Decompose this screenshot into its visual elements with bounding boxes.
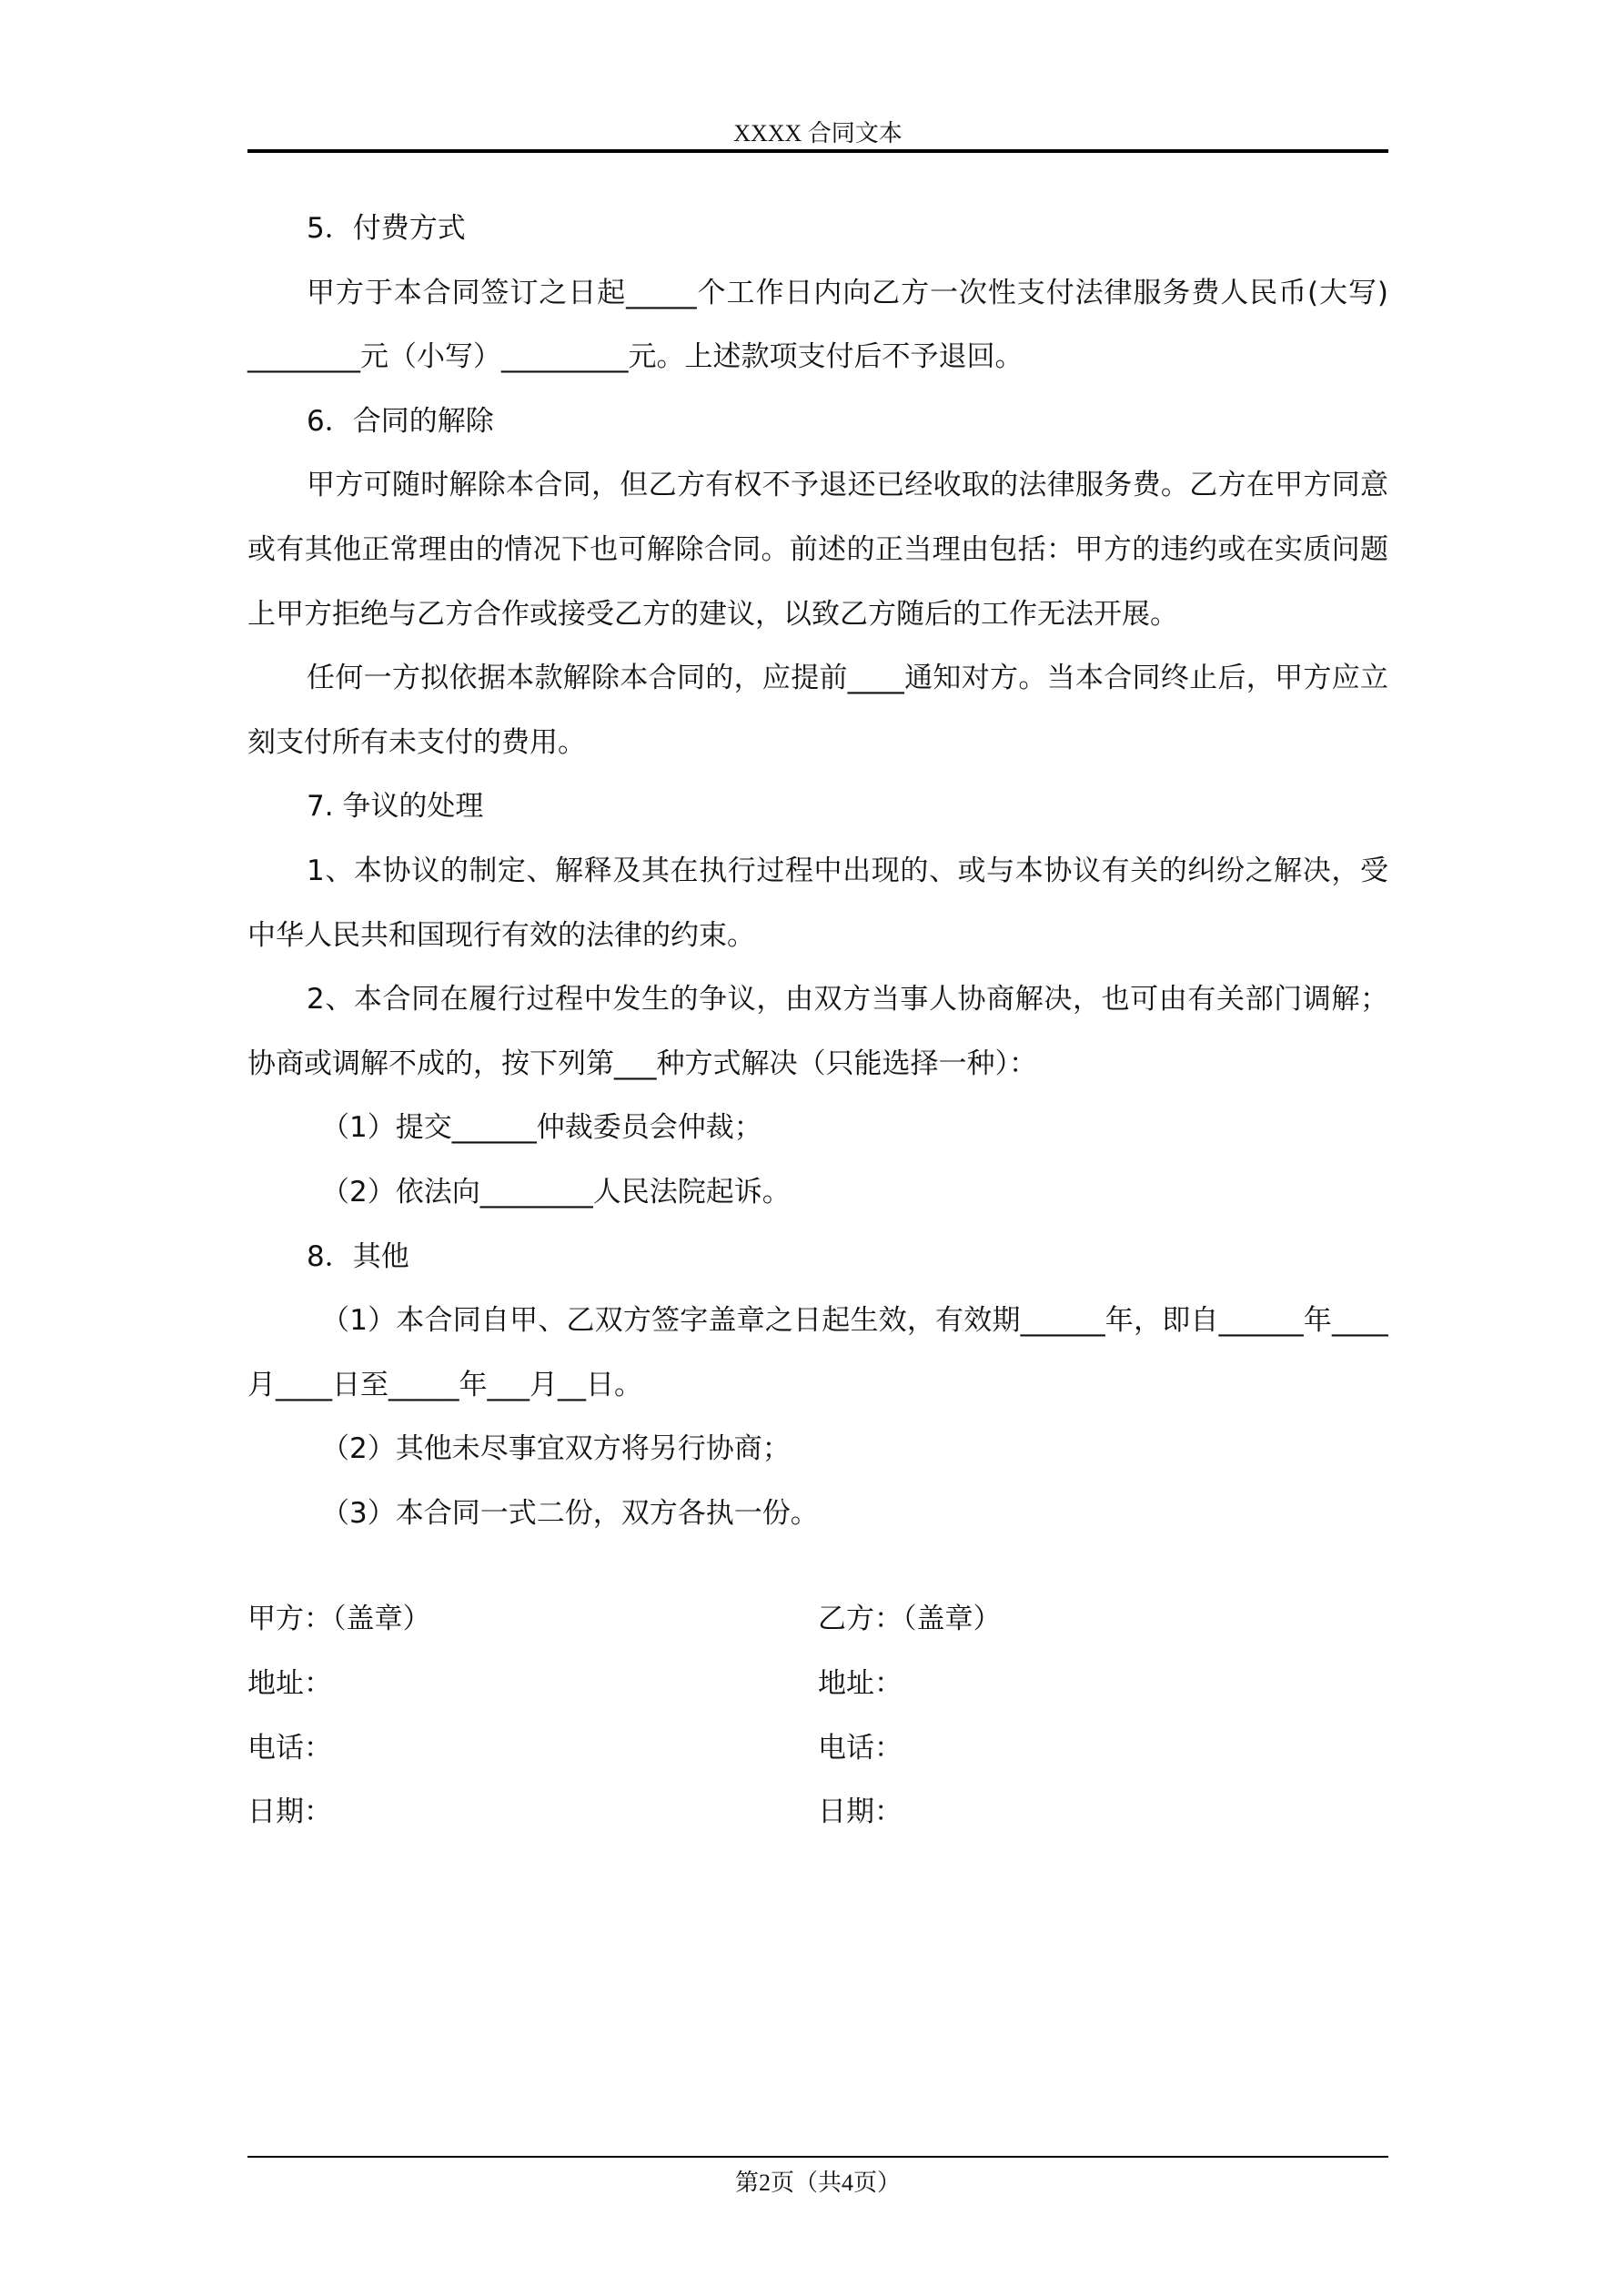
party-b-signature [818, 1587, 1388, 1844]
party-a-signature [247, 1587, 818, 1844]
party-a-phone: 电话： [247, 1731, 332, 1765]
paragraph-line: 甲方于本合同签订之日起_____个工作日内向乙方一次性支付法律服务费人民币(大写) [307, 276, 1388, 309]
option-arbitration: （1）提交______仲裁委员会仲裁； [321, 1111, 762, 1145]
contract-body [247, 197, 1388, 1845]
section-heading-termination: 6．合同的解除 [307, 404, 494, 438]
paragraph-line: 中华人民共和国现行有效的法律的约束。 [247, 918, 755, 952]
paragraph-line: 刻支付所有未支付的费用。 [247, 725, 586, 759]
party-b-address: 地址： [818, 1667, 903, 1701]
paragraph-line: 协商或调解不成的，按下列第___种方式解决（只能选择一种）： [247, 1047, 1037, 1080]
paragraph-line: 甲方可随时解除本合同，但乙方有权不予退还已经收取的法律服务费。乙方在甲方同意 [307, 469, 1388, 502]
party-b-date: 日期： [818, 1795, 903, 1829]
party-b-seal: 乙方：（盖章） [818, 1603, 1002, 1636]
party-a-date: 日期： [247, 1795, 332, 1829]
section-heading-other: 8．其他 [307, 1239, 409, 1273]
paragraph-line: 月____日至_____年___月__日。 [247, 1368, 642, 1401]
paragraph-line: 任何一方拟依据本款解除本合同的，应提前____通知对方。当本合同终止后，甲方应立 [307, 662, 1388, 695]
option-litigation: （2）依法向________人民法院起诉。 [321, 1175, 791, 1209]
page-number: 第2页（共4页） [734, 2170, 901, 2196]
party-b-phone: 电话： [818, 1731, 903, 1765]
party-a-address: 地址： [247, 1667, 332, 1701]
signature-block [247, 1587, 1388, 1844]
paragraph-line: （1）本合同自甲、乙双方签字盖章之日起生效，有效期______年，即自______年____ [321, 1304, 1388, 1338]
paragraph-line: ________元（小写）_________元。上述款项支付后不予退回。 [247, 340, 1024, 374]
paragraph-line: 2、本合同在履行过程中发生的争议，由双方当事人协商解决，也可由有关部门调解； [307, 983, 1388, 1017]
header-divider [247, 149, 1388, 153]
party-a-seal: 甲方：（盖章） [247, 1603, 431, 1636]
page-header-title: XXXX 合同文本 [733, 120, 903, 147]
paragraph-line: 1、本协议的制定、解释及其在执行过程中出现的、或与本协议有关的纠纷之解决，受 [307, 854, 1388, 887]
paragraph-line: 或有其他正常理由的情况下也可解除合同。前述的正当理由包括：甲方的违约或在实质问题 [247, 532, 1388, 566]
footer-divider [247, 2156, 1388, 2158]
section-heading-dispute: 7. 争议的处理 [307, 790, 484, 824]
section-heading-payment: 5．付费方式 [307, 212, 466, 245]
paragraph-line: （2）其他未尽事宜双方将另行协商； [321, 1432, 791, 1466]
paragraph-line: 上甲方拒绝与乙方合作或接受乙方的建议，以致乙方随后的工作无法开展。 [247, 597, 1178, 631]
paragraph-line: （3）本合同一式二份，双方各执一份。 [321, 1496, 819, 1530]
